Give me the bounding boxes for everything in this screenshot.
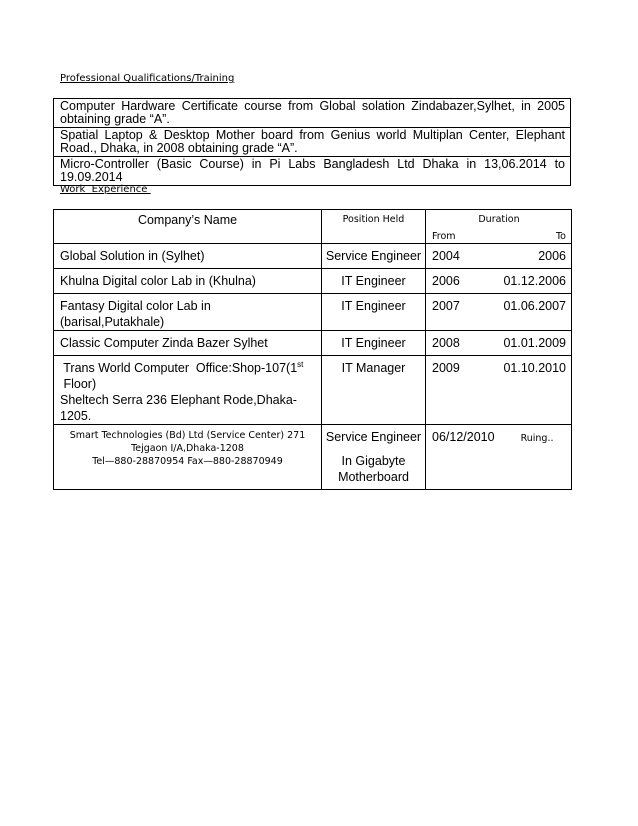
from-cell: 2009 <box>432 361 460 375</box>
to-header: To <box>555 231 566 242</box>
company-line: Tel—880-28870954 Fax—880-28870949 <box>92 456 283 467</box>
qualifications-box <box>53 98 571 186</box>
duration-label: Duration <box>478 214 520 225</box>
superscript: st <box>297 359 304 369</box>
table-row <box>54 331 572 356</box>
duration-cell <box>426 425 572 490</box>
company-line: Floor) <box>60 377 97 391</box>
work-experience-table <box>53 209 572 490</box>
company-cell: Khulna Digital color Lab in (Khulna) <box>54 269 322 294</box>
duration-cell <box>426 294 572 331</box>
table-row <box>54 244 572 269</box>
from-cell: 2007 <box>432 299 460 313</box>
position-cell: Service Engineer <box>322 244 426 269</box>
table-header-row <box>54 210 572 244</box>
company-cell: Global Solution in (Sylhet) <box>54 244 322 269</box>
duration-cell <box>426 244 572 269</box>
qualification-item: Computer Hardware Certificate course from Global solation Zindabazer,Sylhet, in 2005 obtaining grade “A”. <box>60 99 565 126</box>
work-experience-heading: Work Experience <box>60 184 151 195</box>
position-line: In Gigabyte <box>341 454 406 468</box>
duration-cell <box>426 356 572 425</box>
qualification-item: Micro-Controller (Basic Course) in Pi Labs Bangladesh Ltd Dhaka in 13,06.2014 to 19.09.2014 <box>54 156 570 185</box>
table-row <box>54 294 572 331</box>
company-line: Sheltech Serra 236 Elephant Rode,Dhaka-1205. <box>60 393 297 423</box>
position-cell <box>322 425 426 490</box>
to-cell: Ruing.. <box>520 433 554 444</box>
to-cell: 2006 <box>538 249 566 263</box>
company-line: Smart Technologies (Bd) Ltd (Service Center) 271 <box>69 430 306 441</box>
qualification-item: Spatial Laptop & Desktop Mother board from Genius world Multiplan Center, Elephant Road., Dhaka, in 2008 obtaining grade “A”. <box>54 127 570 156</box>
table-row <box>54 269 572 294</box>
company-line: Trans World Computer Office:Shop-107(1 <box>60 361 298 375</box>
table-row <box>54 425 572 490</box>
company-cell <box>54 356 322 425</box>
position-cell: IT Engineer <box>322 269 426 294</box>
to-cell: 01.10.2010 <box>503 361 566 375</box>
from-cell: 2004 <box>432 249 460 263</box>
to-cell: 01.12.2006 <box>503 274 566 288</box>
position-line: Service Engineer <box>325 430 422 444</box>
from-header: From <box>432 231 456 242</box>
company-cell: Classic Computer Zinda Bazer Sylhet <box>54 331 322 356</box>
position-cell: IT Engineer <box>322 331 426 356</box>
duration-cell <box>426 269 572 294</box>
to-cell: 01.01.2009 <box>503 336 566 350</box>
to-cell: 01.06.2007 <box>503 299 566 313</box>
company-cell: Fantasy Digital color Lab in (barisal,Putakhale) <box>54 294 322 331</box>
from-cell: 2008 <box>432 336 460 350</box>
company-cell <box>54 425 322 490</box>
from-cell: 2006 <box>432 274 460 288</box>
position-cell: IT Manager <box>322 356 426 425</box>
position-cell: IT Engineer <box>322 294 426 331</box>
position-header: Position Held <box>322 210 426 244</box>
from-cell: 06/12/2010 <box>432 430 495 444</box>
duration-header <box>426 210 572 244</box>
position-line: Motherboard <box>338 470 409 484</box>
qualifications-heading: Professional Qualifications/Training <box>60 73 235 84</box>
company-header: Company’s Name <box>54 210 322 244</box>
company-line: Tejgaon I/A,Dhaka-1208 <box>131 443 244 454</box>
duration-cell <box>426 331 572 356</box>
table-row <box>54 356 572 425</box>
